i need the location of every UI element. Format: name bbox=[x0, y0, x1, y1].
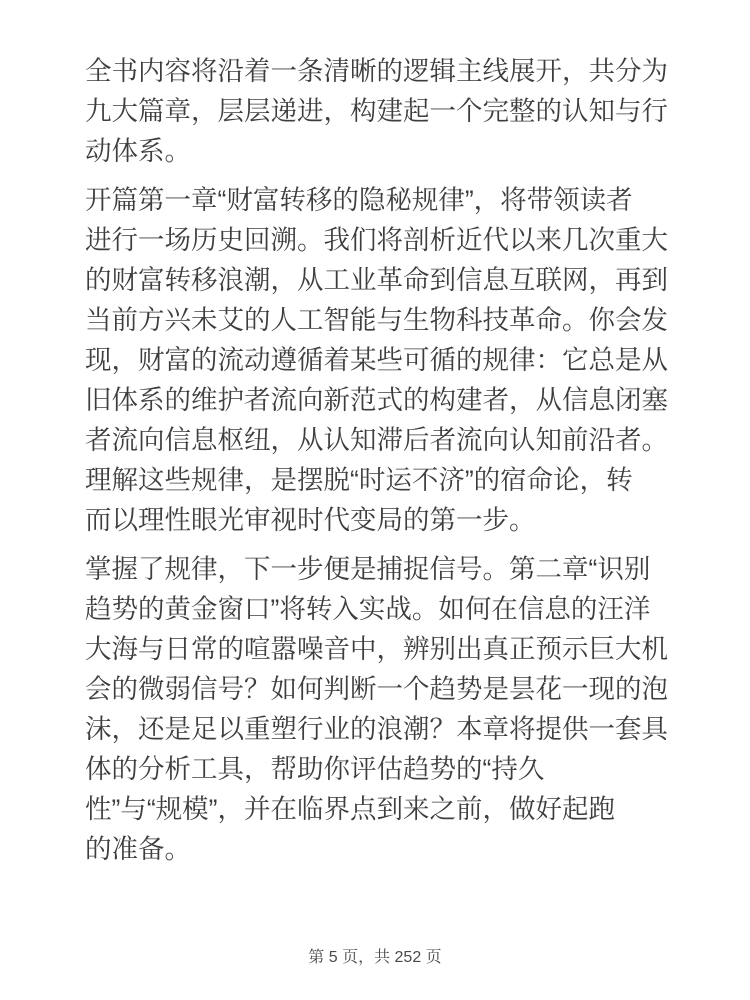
text-line: 进行一场历史回溯。我们将剖析近代以来几次重大 bbox=[85, 225, 668, 255]
text-line: 者流向信息枢纽，从认知滞后者流向认知前沿者。 bbox=[85, 425, 668, 455]
page-text-content bbox=[85, 51, 685, 878]
text-line: 掌握了规律，下一步便是捕捉信号。第二章“识别 bbox=[85, 554, 651, 584]
text-line: 沫，还是足以重塑行业的浪潮？本章将提供一套具 bbox=[85, 714, 668, 744]
text-line: 开篇第一章“财富转移的隐秘规律”，将带领读者 bbox=[85, 185, 633, 215]
paragraph-2 bbox=[85, 180, 685, 540]
text-line: 会的微弱信号？如何判断一个趋势是昙花一现的泡 bbox=[85, 674, 668, 704]
text-line: 九大篇章，层层递进，构建起一个完整的认知与行 bbox=[85, 96, 668, 126]
text-line: 理解这些规律，是摆脱“时运不济”的宿命论，转 bbox=[85, 465, 633, 495]
paragraph-3 bbox=[85, 549, 685, 869]
text-line: 全书内容将沿着一条清晰的逻辑主线展开，共分为 bbox=[85, 56, 668, 86]
text-line: 当前方兴未艾的人工智能与生物科技革命。你会发 bbox=[85, 305, 668, 335]
paragraph-1 bbox=[85, 51, 685, 171]
text-line: 趋势的黄金窗口”将转入实战。如何在信息的汪洋 bbox=[85, 594, 651, 624]
text-line: 大海与日常的喧嚣噪音中，辨别出真正预示巨大机 bbox=[85, 634, 668, 664]
text-line: 动体系。 bbox=[85, 136, 191, 166]
text-line: 现，财富的流动遵循着某些可循的规律：它总是从 bbox=[85, 345, 668, 375]
text-line: 而以理性眼光审视时代变局的第一步。 bbox=[85, 505, 536, 535]
text-line: 的准备。 bbox=[85, 834, 191, 864]
text-line: 体的分析工具，帮助你评估趋势的“持久 bbox=[85, 754, 545, 784]
page-number-footer bbox=[0, 948, 750, 968]
page-number-text: 第 5 页，共 252 页 bbox=[308, 949, 442, 966]
text-line: 的财富转移浪潮，从工业革命到信息互联网，再到 bbox=[85, 265, 668, 295]
text-line: 旧体系的维护者流向新范式的构建者，从信息闭塞 bbox=[85, 385, 668, 415]
text-line: 性”与“规模”，并在临界点到来之前，做好起跑 bbox=[85, 794, 615, 824]
